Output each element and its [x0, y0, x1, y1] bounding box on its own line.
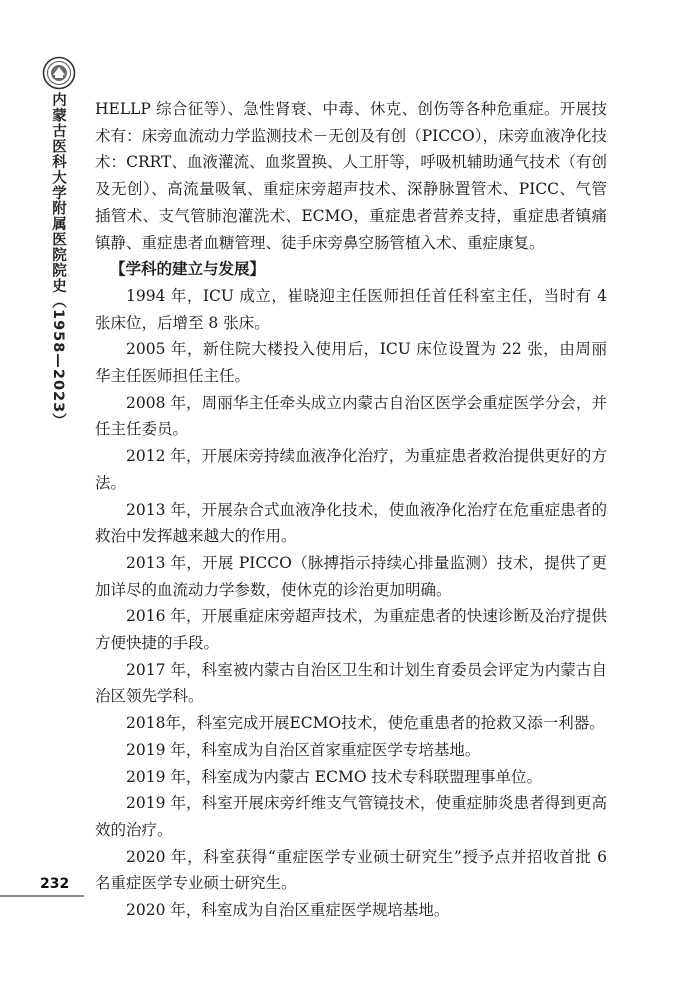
history-entry: 2020 年，科室获得“重症医学专业硕士研究生”授予点并招收首批 6 名重症医学专业硕士研究生。 [95, 847, 607, 893]
history-entry: 2019 年，科室成为内蒙古 ECMO 技术专科联盟理事单位。 [126, 767, 542, 786]
section-heading: 【学科的建立与发展】 [110, 260, 266, 279]
university-emblem-icon [42, 56, 76, 90]
book-title: 内蒙古医科大学附属医院院史（1958—2023） [50, 92, 66, 429]
history-entry: 2020 年，科室成为自治区重症医学规培基地。 [126, 901, 450, 920]
history-entry: 2005 年，新住院大楼投入使用后，ICU 床位设置为 22 张，由周丽华主任医师担任主任。 [95, 340, 607, 386]
history-entry: 2019 年，科室开展床旁纤维支气管镜技术，使重症肺炎患者得到更高效的治疗。 [95, 794, 607, 839]
history-entry: 2018年，科室完成开展ECMO技术，使危重患者的抢救又添一利器。 [126, 714, 605, 733]
page-number-rule [0, 895, 84, 897]
history-entry: 2019 年，科室成为自治区首家重症医学专培基地。 [126, 740, 481, 759]
history-entry: 2008 年，周丽华主任牵头成立内蒙古自治区医学会重症医学分会，并任主任委员。 [95, 393, 607, 439]
page-number: 232 [40, 876, 70, 892]
body-text [95, 96, 607, 924]
history-entry: 2016 年，开展重症床旁超声技术，为重症患者的快速诊断及治疗提供方便快捷的手段。 [95, 607, 607, 653]
intro-paragraph: HELLP 综合征等）、急性肾衰、中毒、休克、创伤等各种危重症。开展技术有：床旁血流动力学监测技术－无创及有创（PICCO），床旁血液净化技术：CRRT、血液灌流、血浆置换、人工肝等，呼吸机辅助通气技术（有创及无创）、高流量吸氧、重症床旁超声技术、深静脉置管术、PICC、气管插管术、支气管肺泡灌洗术、ECMO，重症患者营养支持，重症患者镇痛镇静、重症患者血糖管理、徒手床旁鼻空肠管植入术、重症康复。 [95, 100, 607, 252]
history-entry: 2012 年，开展床旁持续血液净化治疗，为重症患者救治提供更好的方法。 [95, 447, 607, 492]
history-entry: 2013 年，开展 PICCO（脉搏指示持续心排量监测）技术，提供了更加详尽的血流动力学参数，使休克的诊治更加明确。 [95, 553, 607, 599]
history-entry: 2017 年，科室被内蒙古自治区卫生和计划生育委员会评定为内蒙古自治区领先学科。 [95, 660, 607, 706]
history-entry: 2013 年，开展杂合式血液净化技术，使血液净化治疗在危重症患者的救治中发挥越来越大的作用。 [95, 500, 607, 546]
history-entry: 1994 年，ICU 成立，崔晓迎主任医师担任首任科室主任，当时有 4 张床位，后增至 8 张床。 [95, 286, 607, 332]
